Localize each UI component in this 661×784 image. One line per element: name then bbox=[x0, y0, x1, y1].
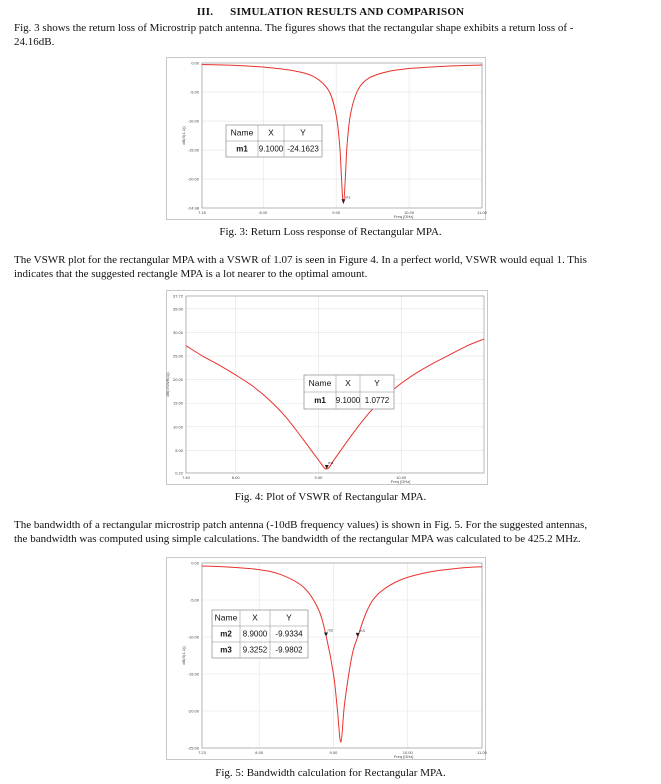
bandwidth-chart bbox=[166, 557, 486, 760]
paragraph-vswr bbox=[14, 253, 646, 281]
table-header-cell: Name bbox=[214, 612, 238, 623]
y-tick-label: 30.00 bbox=[172, 329, 183, 335]
y-tick-label: -10.00 bbox=[187, 118, 199, 124]
y-tick-label: -25.00 bbox=[187, 745, 199, 751]
y-tick-label: 37.72 bbox=[172, 293, 183, 299]
x-tick-label: 11.00 bbox=[477, 210, 487, 215]
x-axis-label: Freq [GHz] bbox=[393, 754, 414, 759]
x-tick-label: 10.00 bbox=[404, 210, 415, 215]
x-tick-label: 11.00 bbox=[477, 750, 487, 755]
section-title: SIMULATION RESULTS AND COMPARISON bbox=[230, 6, 465, 18]
y-tick-label: 5.00 bbox=[175, 447, 183, 453]
y-tick-label: 25.00 bbox=[172, 353, 183, 359]
y-tick-label: 0.00 bbox=[191, 60, 199, 66]
marker-label-m3: m3 bbox=[359, 627, 365, 633]
paragraph-line: The bandwidth of a rectangular microstrip patch antenna (-10dB frequency values) is shown in Fig. 5. For the suggested antennas, bbox=[14, 519, 588, 531]
paragraph-line: The VSWR plot for the rectangular MPA with a VSWR of 1.07 is seen in Figure 4. In a perfect world, VSWR would equal 1. This bbox=[14, 254, 587, 266]
y-tick-label: 0.22 bbox=[175, 470, 183, 476]
paragraph-bandwidth bbox=[14, 518, 646, 546]
figure-frame bbox=[167, 558, 486, 760]
paragraph-line: 24.16dB. bbox=[14, 36, 55, 48]
y-tick-label: -15.00 bbox=[187, 147, 199, 153]
y-tick-label: -24.98 bbox=[187, 205, 199, 211]
figure-frame bbox=[167, 58, 486, 220]
table-header-cell: X bbox=[268, 127, 274, 138]
y-tick-label: -5.00 bbox=[189, 597, 199, 603]
figure-5 bbox=[166, 557, 486, 760]
table-header-cell: X bbox=[252, 612, 258, 623]
table-cell: m1 bbox=[314, 396, 326, 406]
paragraph-return-loss bbox=[14, 21, 646, 49]
x-axis-label: Freq [GHz] bbox=[393, 214, 414, 219]
return-loss-chart bbox=[166, 57, 486, 220]
paragraph-line: the bandwidth was computed using simple calculations. The bandwidth of the rectangular MPA was calculated to be 425.2 MHz. bbox=[14, 533, 581, 545]
table-header-cell: Name bbox=[230, 127, 254, 138]
vswr-chart bbox=[166, 290, 488, 485]
caption-fig4: Fig. 4: Plot of VSWR of Rectangular MPA. bbox=[234, 491, 427, 503]
y-tick-label: -5.00 bbox=[189, 89, 199, 95]
y-tick-label: 10.00 bbox=[172, 424, 183, 430]
y-tick-label: 0.00 bbox=[191, 560, 199, 566]
x-tick-label: 8.00 bbox=[259, 210, 268, 215]
section-number: III. bbox=[196, 6, 214, 18]
table-cell: m2 bbox=[220, 629, 232, 639]
y-tick-label: -20.00 bbox=[187, 176, 199, 182]
paragraph-line: indicates that the suggested rectangle MPA is a lot nearer to the optimal amount. bbox=[14, 268, 368, 280]
table-header-cell: Y bbox=[286, 612, 292, 623]
table-cell: 9.1000 bbox=[335, 396, 361, 406]
x-tick-label: 7.16 bbox=[198, 210, 206, 215]
y-tick-label: 20.00 bbox=[172, 377, 183, 383]
x-axis-label: Freq [GHz] bbox=[390, 479, 411, 484]
x-tick-label: 9.00 bbox=[329, 750, 338, 755]
table-cell: 9.1000 bbox=[258, 144, 284, 154]
table-header-cell: Y bbox=[300, 127, 306, 138]
y-tick-label: 35.00 bbox=[172, 306, 183, 312]
table-cell: -9.9334 bbox=[275, 629, 303, 639]
caption-fig3: Fig. 3: Return Loss response of Rectangular MPA. bbox=[219, 226, 442, 238]
y-axis-label: dB(VSWR(1)) bbox=[165, 372, 170, 397]
table-cell: m1 bbox=[236, 144, 248, 154]
figure-3 bbox=[166, 57, 486, 220]
y-tick-label: -20.00 bbox=[187, 708, 199, 714]
table-cell: 8.9000 bbox=[242, 629, 268, 639]
table-cell: 9.3252 bbox=[242, 645, 268, 655]
marker-label-m1: m1 bbox=[344, 194, 351, 200]
x-tick-label: 7.23 bbox=[198, 750, 206, 755]
x-tick-label: 9.00 bbox=[314, 475, 323, 480]
caption-fig5: Fig. 5: Bandwidth calculation for Rectangular MPA. bbox=[215, 767, 446, 779]
marker-label-m1: m1 bbox=[328, 459, 334, 465]
table-header-cell: Y bbox=[374, 378, 380, 389]
table-cell: 1.0772 bbox=[364, 396, 390, 406]
x-tick-label: 10.00 bbox=[402, 750, 413, 755]
section-heading bbox=[0, 6, 661, 18]
x-tick-label: 8.00 bbox=[231, 475, 240, 480]
table-header-cell: X bbox=[345, 378, 351, 389]
table-cell: -24.1623 bbox=[287, 144, 319, 154]
table-header-cell: Name bbox=[308, 378, 332, 389]
x-tick-label: 9.00 bbox=[332, 210, 341, 215]
y-tick-label: 15.00 bbox=[172, 400, 183, 406]
marker-label-m2: m2 bbox=[327, 627, 334, 633]
y-tick-label: -15.00 bbox=[187, 671, 199, 677]
figure-4 bbox=[166, 290, 488, 485]
x-tick-label: 8.00 bbox=[255, 750, 264, 755]
paragraph-line: Fig. 3 shows the return loss of Microstrip patch antenna. The figures shows that the rectangular shape exhibits a return loss of - bbox=[14, 22, 574, 34]
y-axis-label: dB(S(1,1)) bbox=[181, 646, 186, 665]
table-cell: m3 bbox=[220, 645, 232, 655]
x-tick-label: 10.00 bbox=[396, 475, 407, 480]
y-axis-label: dB(S(1,1)) bbox=[181, 126, 186, 145]
y-tick-label: -10.00 bbox=[187, 634, 199, 640]
table-cell: -9.9802 bbox=[275, 645, 303, 655]
x-tick-label: 7.40 bbox=[182, 475, 190, 480]
